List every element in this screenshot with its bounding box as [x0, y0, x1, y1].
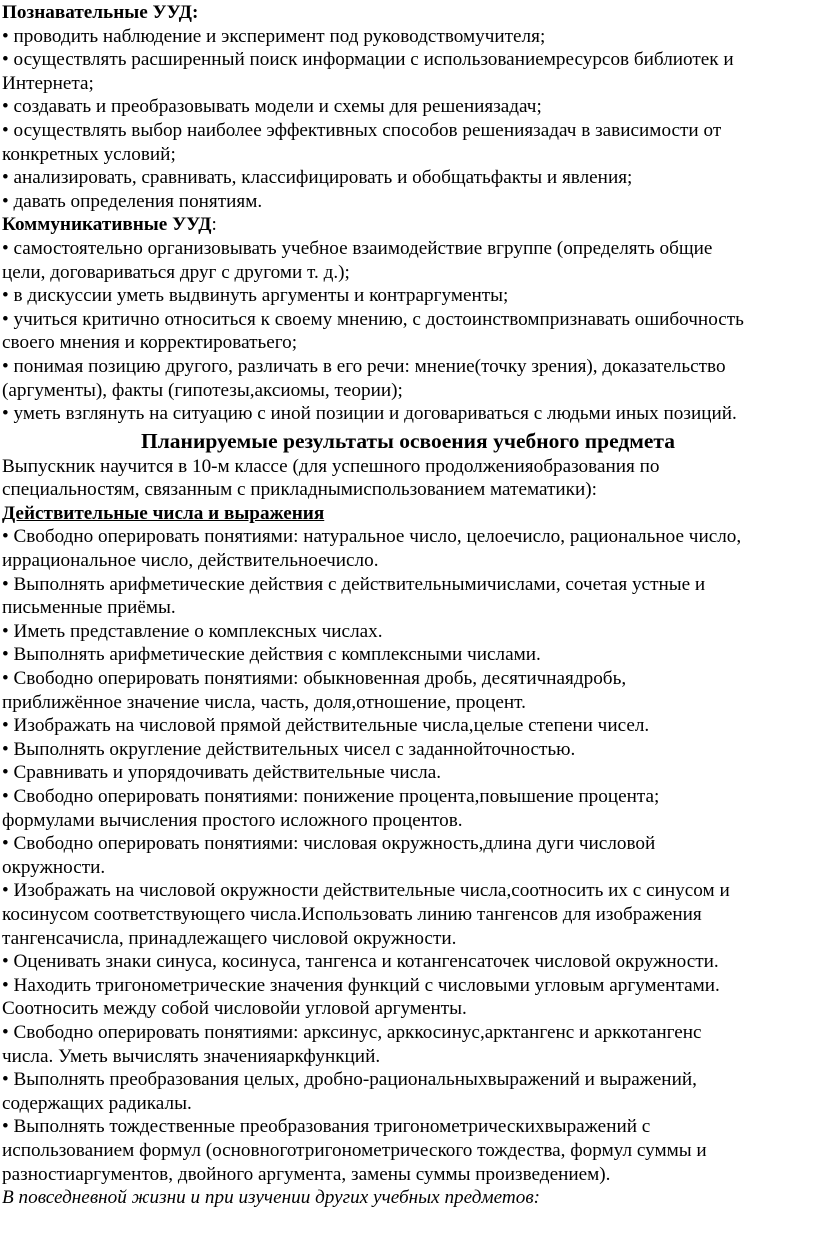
outcome-line: содержащих радикалы.	[2, 1092, 192, 1114]
communicative-line: • понимая позицию другого, различать в его речи: мнение(точку зрения), доказательство	[2, 355, 726, 377]
outcome-line: • Находить тригонометрические значения функций с числовыми угловым аргументами.	[2, 974, 720, 996]
outcome-line: Соотносить между собой числовойи угловой аргументы.	[2, 998, 467, 1020]
outcome-line: использованием формул (основноготригонометрического тождества, формул суммы и	[2, 1139, 707, 1161]
communicative-uud-heading	[0, 213, 816, 237]
intro-line: специальностям, связанным с прикладнымиспользованием математики):	[2, 479, 597, 501]
outcome-line: • Выполнять округление действительных чисел с заданнойточностью.	[2, 738, 576, 760]
communicative-line: цели, договариваться друг с другоми т. д.);	[2, 261, 350, 283]
intro-line: Выпускник научится в 10-м классе (для успешного продолженияобразования по	[2, 455, 660, 477]
outcome-line: тангенсачисла, принадлежащего числовой окружности.	[2, 927, 457, 949]
cognitive-line: • анализировать, сравнивать, классифицировать и обобщатьфакты и явления;	[2, 167, 633, 189]
outcome-line: иррациональное число, действительноечисло.	[2, 550, 379, 572]
outcome-line: • Выполнять преобразования целых, дробно-рациональныхвыражений и выражений,	[2, 1069, 697, 1091]
outcome-line: • Выполнять арифметические действия с действительнымичислами, сочетая устные и	[2, 573, 706, 595]
cognitive-uud-heading: Познавательные УУД:	[2, 2, 199, 23]
outcome-line: • Сравнивать и упорядочивать действительные числа.	[2, 762, 442, 784]
cognitive-line: конкретных условий;	[2, 143, 176, 165]
outcome-line: • Свободно оперировать понятиями: числовая окружность,длина дуги числовой	[2, 833, 656, 855]
outcome-line: приближённое значение числа, часть, доля,отношение, процент.	[2, 691, 526, 713]
communicative-line: • уметь взглянуть на ситуацию с иной позиции и договариваться с людьми иных позиций.	[2, 403, 737, 425]
outcome-line: окружности.	[2, 856, 106, 878]
communicative-line: • самостоятельно организовывать учебное взаимодействие вгруппе (определять общие	[2, 237, 713, 259]
cognitive-line: • осуществлять расширенный поиск информации с использованиемресурсов библиотек и	[2, 49, 734, 71]
real-numbers-subheading	[0, 502, 816, 526]
outcome-line: • Свободно оперировать понятиями: арксинус, арккосинус,арктангенс и арккотангенс	[2, 1021, 702, 1043]
communicative-line: • учиться критично относиться к своему мнению, с достоинствомпризнавать ошибочность	[2, 308, 744, 330]
outcome-line: • Свободно оперировать понятиями: натуральное число, целоечисло, рациональное число,	[2, 526, 742, 548]
communicative-line: • в дискуссии уметь выдвинуть аргументы и контраргументы;	[2, 285, 509, 307]
outcome-line: формулами вычисления простого исложного процентов.	[2, 809, 463, 831]
outcome-line: • Оценивать знаки синуса, косинуса, тангенса и котангенсаточек числовой окружности.	[2, 951, 719, 973]
outcome-line: • Выполнять тождественные преобразования тригонометрическихвыражений с	[2, 1116, 651, 1138]
planned-results-title: Планируемые результаты освоения учебного предмета	[141, 428, 675, 453]
communicative-heading-colon: :	[211, 214, 217, 236]
cognitive-line: • давать определения понятиям.	[2, 190, 263, 212]
outcome-line: числа. Уметь вычислять значенияаркфункций.	[2, 1045, 381, 1067]
communicative-line: своего мнения и корректироватьего;	[2, 332, 298, 354]
cognitive-line: Интернета;	[2, 72, 94, 94]
everyday-life-subheading: В повседневной жизни и при изучении других учебных предметов:	[2, 1187, 541, 1209]
real-numbers-subheading-text: Действительные числа и выражения	[2, 502, 325, 524]
outcome-line: • Свободно оперировать понятиями: обыкновенная дробь, десятичнаядробь,	[2, 668, 627, 690]
outcome-line: • Изображать на числовой прямой действительные числа,целые степени чисел.	[2, 715, 650, 737]
cognitive-line: • осуществлять выбор наиболее эффективных способов решениязадач в зависимости от	[2, 119, 722, 141]
outcome-line: косинусом соответствующего числа.Использовать линию тангенсов для изображения	[2, 903, 702, 925]
outcome-line: • Изображать на числовой окружности действительные числа,соотносить их с синусом и	[2, 880, 730, 902]
communicative-line: (аргументы), факты (гипотезы,аксиомы, теории);	[2, 379, 403, 401]
communicative-heading-text: Коммуникативные УУД	[2, 214, 212, 236]
cognitive-line: • создавать и преобразовывать модели и схемы для решениязадач;	[2, 96, 542, 118]
outcome-line: • Свободно оперировать понятиями: понижение процента,повышение процента;	[2, 786, 660, 807]
outcome-line: • Иметь представление о комплексных числах.	[2, 620, 383, 642]
outcome-line: разностиаргументов, двойного аргумента, замены суммы произведением).	[2, 1163, 611, 1185]
outcome-line: письменные приёмы.	[2, 597, 176, 619]
outcome-line: • Выполнять арифметические действия с комплексными числами.	[2, 644, 541, 666]
cognitive-line: • проводить наблюдение и эксперимент под руководствомучителя;	[2, 25, 546, 47]
